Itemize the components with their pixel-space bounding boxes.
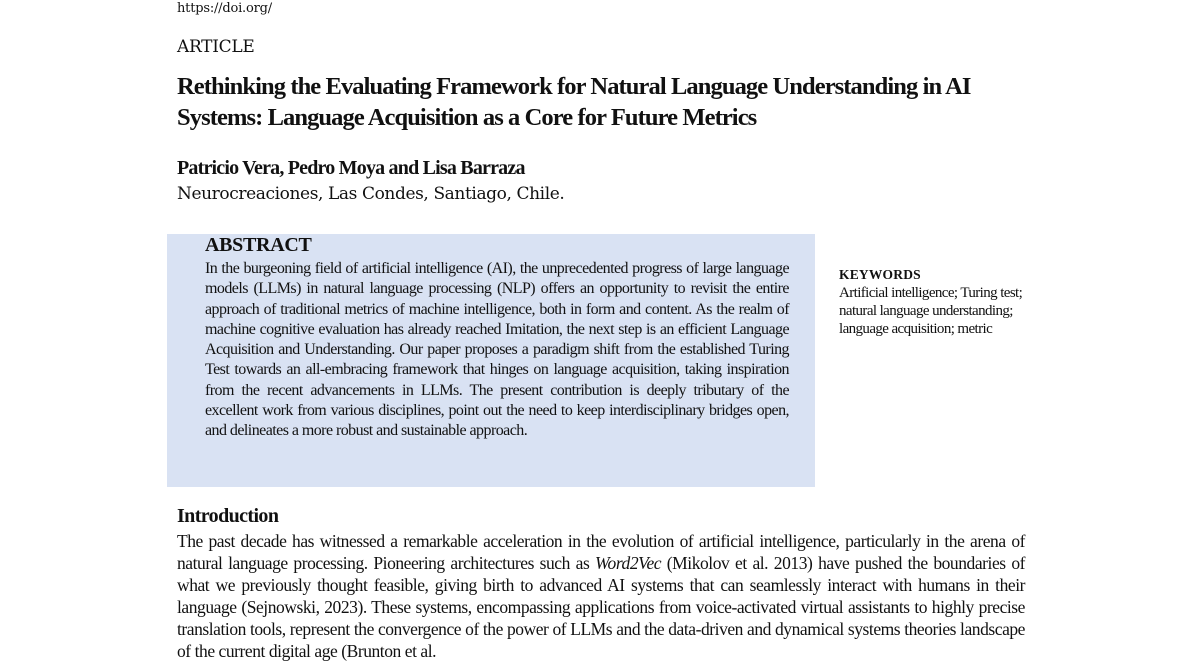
abstract-text: In the burgeoning field of artificial intelligence (AI), the unprecedented progress of large language models (LLMs) in natural language processing (NLP) offers an opportunity to revisit the entire approach of traditional metrics of machine intelligence, both in form and content. As the realm of machine cognitive evaluation has already reached Imitation, the next step is an efficient Language Acquisition and Understanding. Our paper proposes a paradigm shift from the established Turing Test towards an all-embracing framework that hinges on language acquisition, taking inspiration from the recent advancements in LLMs. The present contribution is deeply tributary of the excellent work from various disciplines, point out the need to keep interdisciplinary bridges open, and delineates a more robust and sustainable approach. [205,260,789,440]
paper-affiliation: Neurocreaciones, Las Condes, Santiago, Chile. [177,184,565,204]
introduction-text [177,530,1025,662]
article-type-label: ARTICLE [177,37,255,57]
paper-title: Rethinking the Evaluating Framework for Natural Language Understanding in AI Systems: Language Acquisition as a Core for Future Metrics [177,73,971,131]
introduction-text-part-2: (Mikolov et al. 2013) have pushed the boundaries of what we previously thought feasible, giving birth to advanced AI systems that can seamlessly interact with humans in their language (Sejnowski, 2023). These systems, encompassing applications from voice-activated virtual assistants to highly precise translation tools, represent the convergence of the power of LLMs and the data-driven and dynamical systems theories landscape of the current digital age (Brunton et al. [177,553,1026,661]
keywords-section [839,267,1029,338]
doi-link[interactable]: https://doi.org/ [177,1,272,16]
introduction-text-part-1: The past decade has witnessed a remarkable acceleration in the evolution of artificial intelligence, particularly in the arena of natural language processing. Pioneering architectures such as [177,531,1025,573]
abstract-box [167,234,815,487]
word2vec-term: Word2Vec [595,553,662,573]
keywords-heading: KEYWORDS [839,267,921,282]
keywords-text: Artificial intelligence; Turing test; natural language understanding; language acquisition; metric [839,285,1023,337]
introduction-heading: Introduction [177,505,279,527]
abstract-heading: ABSTRACT [205,234,312,256]
paper-authors: Patricio Vera, Pedro Moya and Lisa Barraza [177,157,525,179]
